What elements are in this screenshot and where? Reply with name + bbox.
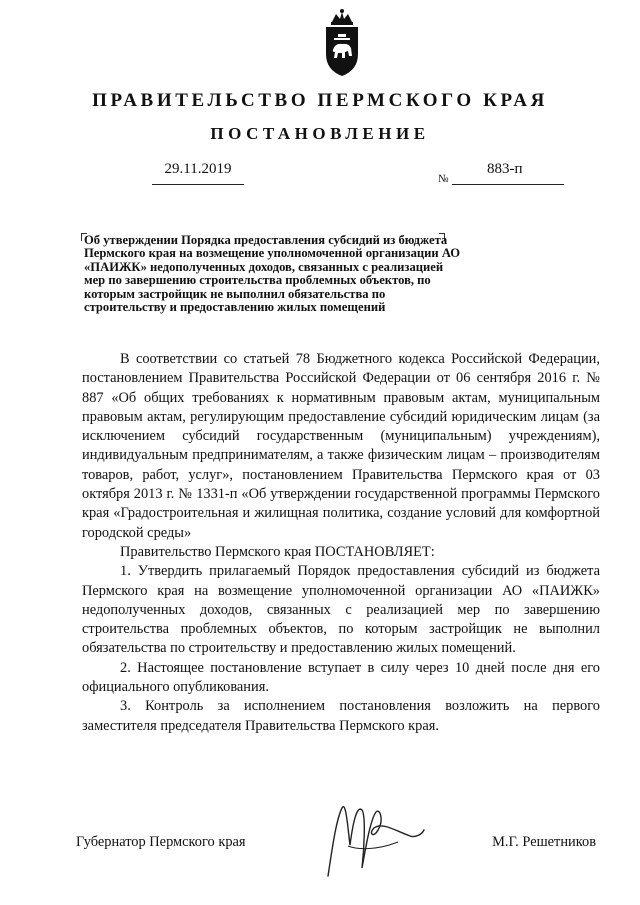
document-number: 883-п	[452, 161, 564, 185]
signatory-name: М.Г. Решетников	[492, 834, 596, 850]
signatory-role: Губернатор Пермского края	[76, 834, 246, 850]
document-date: 29.11.2019	[152, 161, 244, 185]
preamble-paragraph: В соответствии со статьей 78 Бюджетного кодекса Российской Федерации, постановлением Правительства Российской Федерации от 06 сентября 2016 г. № 887 «Об общих требованиях к нормативным правовым актам, муниципальным правовым актам, регулирующим предоставление субсидий юридическим лицам (за исключением субсидий государственным (муниципальным) учреждениям), индивидуальным предпринимателям, а также физическим лицам – производителям товаров, работ, услуг», постановлением Правительства Пермского края от 03 октября 2013 г. № 1331-п «Об утверждении государственной программы Пермского края «Градостроительная и жилищная политика, создание условий для комфортной городской среды»	[82, 351, 600, 541]
document-body	[82, 350, 600, 736]
handwritten-signature	[318, 790, 428, 880]
item-3-paragraph: 3. Контроль за исполнением постановления возложить на первого заместителя председателя Правительства Пермского края.	[82, 698, 600, 734]
document-subject: Об утверждении Порядка предоставления субсидий из бюджета Пермского края на возмещение уполномоченной организации АО «ПАИЖК» недополученных доходов, связанных с реализацией мер по завершению строительства проблемных объектов, по которым застройщик не выполнил обязательства по строительству и предоставлению жилых помещений	[84, 233, 461, 315]
document-type: ПОСТАНОВЛЕНИЕ	[210, 124, 430, 143]
decree-paragraph: Правительство Пермского края ПОСТАНОВЛЯЕТ:	[120, 543, 435, 560]
government-title: ПРАВИТЕЛЬСТВО ПЕРМСКОГО КРАЯ	[92, 90, 548, 111]
item-1-paragraph: 1. Утвердить прилагаемый Порядок предоставления субсидий из бюджета Пермского края на возмещение уполномоченной организации АО «ПАИЖК» недополученных доходов, связанных с реализацией мер по завершению строительства проблемных объектов, по которым застройщик не выполнил обязательства по строительству и предоставлению жилых помещений.	[82, 563, 600, 657]
coat-of-arms-icon	[318, 8, 366, 80]
number-sign: №	[438, 173, 449, 185]
item-2-paragraph: 2. Настоящее постановление вступает в силу через 10 дней после дня его официального опубликования.	[82, 659, 600, 696]
